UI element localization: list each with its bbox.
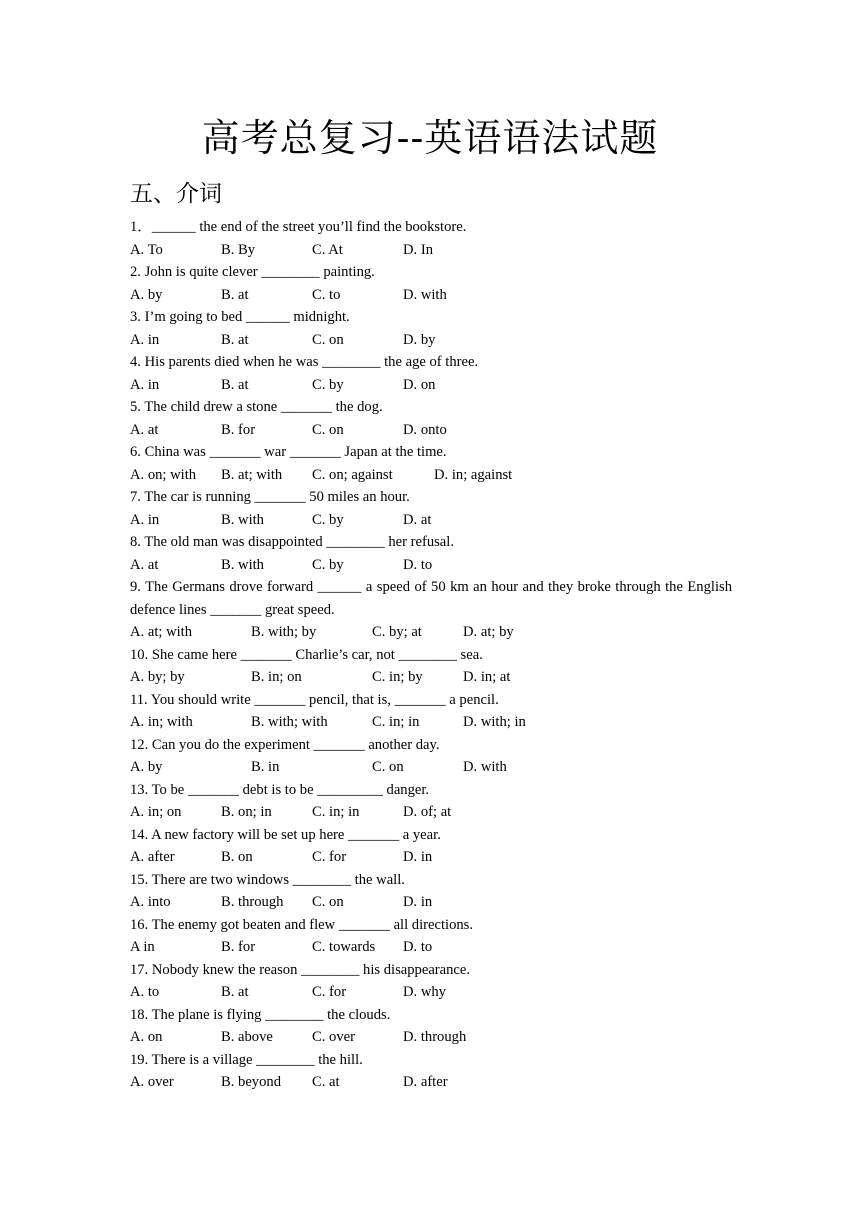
question-text: 8. The old man was disappointed ________ her refusal.: [130, 534, 454, 550]
question-text: 4. His parents died when he was ________ the age of three.: [130, 354, 479, 370]
option-a: A. in: [130, 511, 160, 528]
question-text: 10. She came here _______ Charlie’s car, not ________ sea.: [130, 646, 483, 663]
option-d: D. in; at: [463, 669, 511, 685]
option-a: A. To: [130, 241, 163, 258]
option-b: B. at; with: [221, 466, 283, 483]
question-text: 18. The plane is flying ________ the clouds.: [130, 1006, 391, 1023]
option-c: C. in; by: [372, 669, 423, 685]
option-a: A. by: [130, 759, 163, 775]
option-row: [130, 666, 732, 689]
option-a: A. after: [130, 849, 175, 865]
option-b: B. in; on: [251, 669, 302, 685]
question-text: 13. To be _______ debt is to be _________ danger.: [130, 781, 430, 798]
option-a: A. into: [130, 894, 171, 910]
option-d: D. In: [403, 241, 433, 258]
option-a: A. at: [130, 421, 159, 438]
question-item: [130, 779, 732, 824]
question-item: [130, 914, 732, 959]
question-text: 15. There are two windows ________ the wall.: [130, 871, 405, 888]
option-b: B. on; in: [221, 804, 272, 820]
option-c: C. on: [312, 421, 344, 438]
option-a: A. to: [130, 984, 160, 1000]
option-c: C. at: [312, 1074, 340, 1090]
option-row: [130, 284, 732, 307]
question-item: [130, 824, 732, 869]
question-item: [130, 1004, 732, 1049]
page-title: 高考总复习--英语语法试题: [201, 116, 659, 160]
question-item: [130, 486, 732, 531]
option-row: [130, 756, 732, 779]
question-text: 7. The car is running _______ 50 miles an hour.: [130, 489, 410, 505]
question-item: [130, 734, 732, 779]
question-item: [130, 689, 732, 734]
option-c: C. by: [312, 556, 344, 573]
option-b: B. with; with: [251, 714, 328, 730]
section-heading: 五、介词: [130, 181, 222, 207]
question-item: [130, 396, 732, 441]
question-text: 14. A new factory will be set up here _______ a year.: [130, 826, 441, 843]
option-row: [130, 1026, 732, 1049]
question-item: [130, 531, 732, 576]
option-d: D. at: [403, 511, 432, 528]
option-b: B. with: [221, 511, 264, 528]
option-b: B. at: [221, 331, 249, 348]
question-text: 5. The child drew a stone _______ the dog.: [130, 399, 383, 415]
question-text: 2. John is quite clever ________ painting.: [130, 264, 375, 280]
option-row: [130, 239, 732, 262]
option-row: [130, 329, 732, 352]
option-d: D. through: [403, 1029, 467, 1045]
option-d: D. after: [403, 1074, 448, 1090]
question-item: [130, 441, 732, 486]
option-d: D. onto: [403, 421, 447, 438]
option-d: D. to: [403, 556, 433, 573]
option-b: B. for: [221, 421, 256, 438]
option-row: [130, 464, 732, 487]
question-item: [130, 1049, 732, 1094]
option-row: [130, 374, 732, 397]
question-item: [130, 576, 732, 644]
question-item: [130, 261, 732, 306]
option-a: A. at; with: [130, 624, 193, 640]
option-c: C. on: [312, 894, 344, 910]
option-d: D. by: [403, 331, 436, 348]
question-text: 9. The Germans drove forward ______ a speed of 50 km an hour and they broke through the English defence lines _______ great speed.: [130, 579, 732, 618]
option-a: A. in; on: [130, 804, 182, 820]
option-d: D. in; against: [434, 466, 513, 483]
option-a: A. in; with: [130, 714, 193, 730]
option-a: A. in: [130, 331, 160, 348]
option-d: D. in: [403, 894, 433, 910]
option-b: B. with: [221, 556, 264, 573]
option-d: D. in: [403, 849, 433, 865]
option-row: [130, 419, 732, 442]
option-c: C. in; in: [372, 714, 420, 730]
option-a: A. on; with: [130, 466, 197, 483]
option-d: D. with: [403, 286, 447, 303]
option-row: [130, 1071, 732, 1094]
option-a: A. on: [130, 1029, 163, 1045]
option-c: C. in; in: [312, 804, 360, 820]
option-a: A. in: [130, 376, 160, 393]
question-item: [130, 959, 732, 1004]
option-b: B. in: [251, 759, 280, 775]
option-d: D. of; at: [403, 804, 452, 820]
option-c: C. At: [312, 241, 343, 258]
question-text: 1．______ the end of the street you’ll find the bookstore.: [130, 219, 467, 235]
question-text: 3. I’m going to bed ______ midnight.: [130, 309, 350, 325]
option-d: D. why: [403, 984, 446, 1000]
question-text: 19. There is a village ________ the hill.: [130, 1051, 363, 1068]
option-b: B. on: [221, 849, 253, 865]
question-text: 6. China was _______ war _______ Japan at the time.: [130, 444, 447, 460]
option-row: [130, 621, 732, 644]
question-item: [130, 869, 732, 914]
option-row: [130, 711, 732, 734]
option-d: D. with: [463, 759, 507, 775]
option-c: C. on: [372, 759, 404, 775]
option-c: C. by; at: [372, 624, 422, 640]
option-b: B. at: [221, 286, 249, 303]
option-d: D. at; by: [463, 624, 514, 640]
option-b: B. through: [221, 894, 284, 910]
option-a: A. at: [130, 556, 159, 573]
option-c: C. to: [312, 286, 341, 303]
option-c: C. towards: [312, 939, 376, 955]
option-c: C. for: [312, 849, 347, 865]
option-c: C. for: [312, 984, 347, 1000]
option-c: C. on: [312, 331, 344, 348]
option-b: B. for: [221, 939, 256, 955]
option-row: [130, 846, 732, 869]
option-b: B. with; by: [251, 624, 317, 640]
option-row: [130, 509, 732, 532]
option-b: B. at: [221, 984, 249, 1000]
option-d: D. with; in: [463, 714, 526, 730]
question-text: 12. Can you do the experiment _______ another day.: [130, 736, 440, 753]
option-row: [130, 891, 732, 914]
option-row: [130, 801, 732, 824]
question-list: [130, 216, 732, 1094]
option-row: [130, 981, 732, 1004]
option-b: B. beyond: [221, 1074, 281, 1090]
option-a: A in: [130, 939, 155, 955]
question-text: 16. The enemy got beaten and flew _______ all directions.: [130, 916, 473, 933]
option-b: B. above: [221, 1029, 273, 1045]
question-text: 11. You should write _______ pencil, that is, _______ a pencil.: [130, 691, 499, 708]
option-a: A. over: [130, 1074, 174, 1090]
option-b: B. By: [221, 241, 256, 258]
question-text: 17. Nobody knew the reason ________ his disappearance.: [130, 961, 471, 978]
option-d: D. to: [403, 939, 433, 955]
question-item: [130, 644, 732, 689]
option-c: C. by: [312, 511, 344, 528]
option-a: A. by; by: [130, 669, 185, 685]
option-c: C. over: [312, 1029, 355, 1045]
option-row: [130, 554, 732, 577]
question-item: [130, 351, 732, 396]
option-c: C. by: [312, 376, 344, 393]
option-d: D. on: [403, 376, 436, 393]
option-a: A. by: [130, 286, 163, 303]
option-c: C. on; against: [312, 466, 393, 483]
option-row: [130, 936, 732, 959]
option-b: B. at: [221, 376, 249, 393]
question-item: [130, 216, 732, 261]
question-item: [130, 306, 732, 351]
